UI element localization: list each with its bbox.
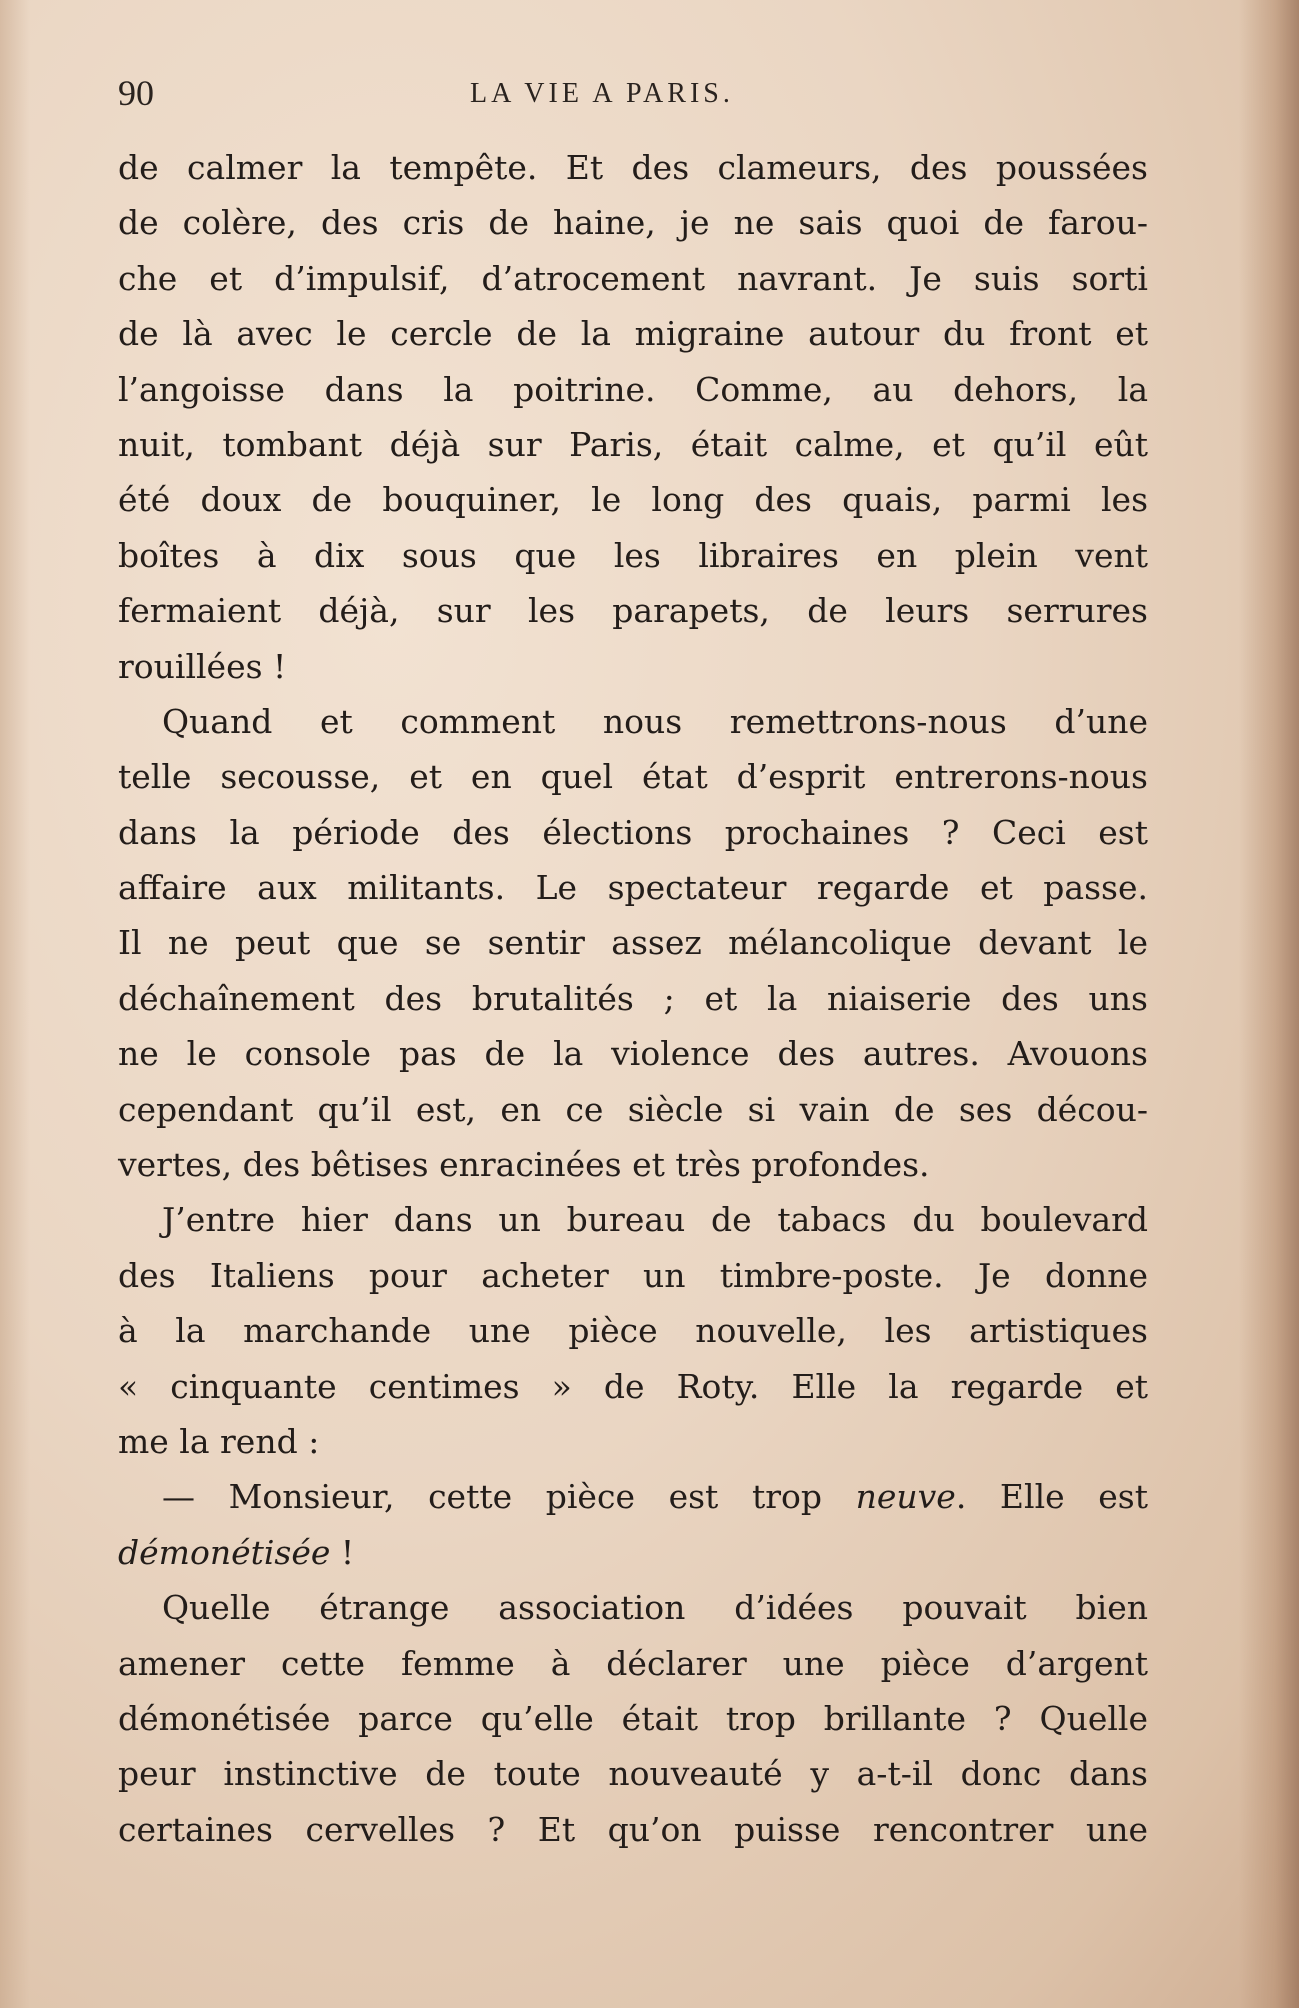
text-line: rouillées ! (118, 646, 287, 686)
text-line: démonétisée parce qu’elle était trop brillante ? Quelle (118, 1698, 1148, 1738)
page-header (118, 72, 1148, 122)
text-line: affaire aux militants. Le spectateur regarde et passe. (118, 868, 1148, 908)
paragraph-start-line: Quelle étrange association d’idées pouvait bien (162, 1588, 1148, 1628)
text-line: vertes, des bêtises enracinées et très profondes. (118, 1145, 930, 1185)
text-line: des Italiens pour acheter un timbre-poste. Je donne (118, 1255, 1148, 1295)
text-line: déchaînement des brutalités ; et la niaiserie des uns (118, 978, 1148, 1018)
text-line: amener cette femme à déclarer une pièce d’argent (118, 1643, 1148, 1683)
paragraph-start-line: J’entre hier dans un bureau de tabacs du boulevard (162, 1200, 1148, 1240)
dialogue-line (118, 1469, 1148, 1524)
text-line: l’angoisse dans la poitrine. Comme, au dehors, la (118, 369, 1148, 409)
text-line: à la marchande une pièce nouvelle, les artistiques (118, 1311, 1148, 1351)
text-line: peur instinctive de toute nouveauté y a-t-il donc dans (118, 1754, 1148, 1794)
text-line: de calmer la tempête. Et des clameurs, des poussées (118, 148, 1148, 187)
text-line: me la rend : (118, 1421, 320, 1461)
dialogue-line (118, 1525, 1148, 1580)
text-line: de là avec le cercle de la migraine autour du front et (118, 314, 1148, 354)
text-line: telle secousse, et en quel état d’esprit entrerons-nous (118, 757, 1148, 797)
italic-word: démonétisée (118, 1532, 331, 1572)
text-line: cependant qu’il est, en ce siècle si vain de ses décou- (118, 1089, 1148, 1129)
text-line: dans la période des élections prochaines ? Ceci est (118, 812, 1148, 852)
text-line: che et d’impulsif, d’atrocement navrant. Je suis sorti (118, 258, 1148, 298)
page-shadow-right (1239, 0, 1299, 2008)
dialogue-text: — Monsieur, cette pièce est trop (162, 1477, 856, 1517)
text-line: « cinquante centimes » de Roty. Elle la regarde et (118, 1366, 1148, 1406)
paragraph-start-line: Quand et comment nous remettrons-nous d’une (162, 701, 1148, 741)
text-line: ne le console pas de la violence des autres. Avouons (118, 1034, 1148, 1074)
dialogue-text: . Elle est (955, 1477, 1148, 1517)
text-line: de colère, des cris de haine, je ne sais quoi de farou- (118, 203, 1148, 243)
italic-word: neuve (855, 1477, 956, 1517)
text-line: certaines cervelles ? Et qu’on puisse rencontrer une (118, 1809, 1148, 1849)
text-line: été doux de bouquiner, le long des quais, parmi les (118, 480, 1148, 520)
text-line: nuit, tombant déjà sur Paris, était calme, et qu’il eût (118, 424, 1148, 464)
running-head: LA VIE A PARIS. (470, 78, 734, 109)
dialogue-text: ! (330, 1532, 355, 1572)
body-text (118, 140, 1148, 1857)
page-number: 90 (118, 73, 154, 113)
page-shadow-left (0, 0, 30, 2008)
text-line: boîtes à dix sous que les libraires en plein vent (118, 535, 1148, 575)
text-line: Il ne peut que se sentir assez mélancolique devant le (118, 923, 1148, 963)
text-line: fermaient déjà, sur les parapets, de leurs serrures (118, 591, 1148, 631)
